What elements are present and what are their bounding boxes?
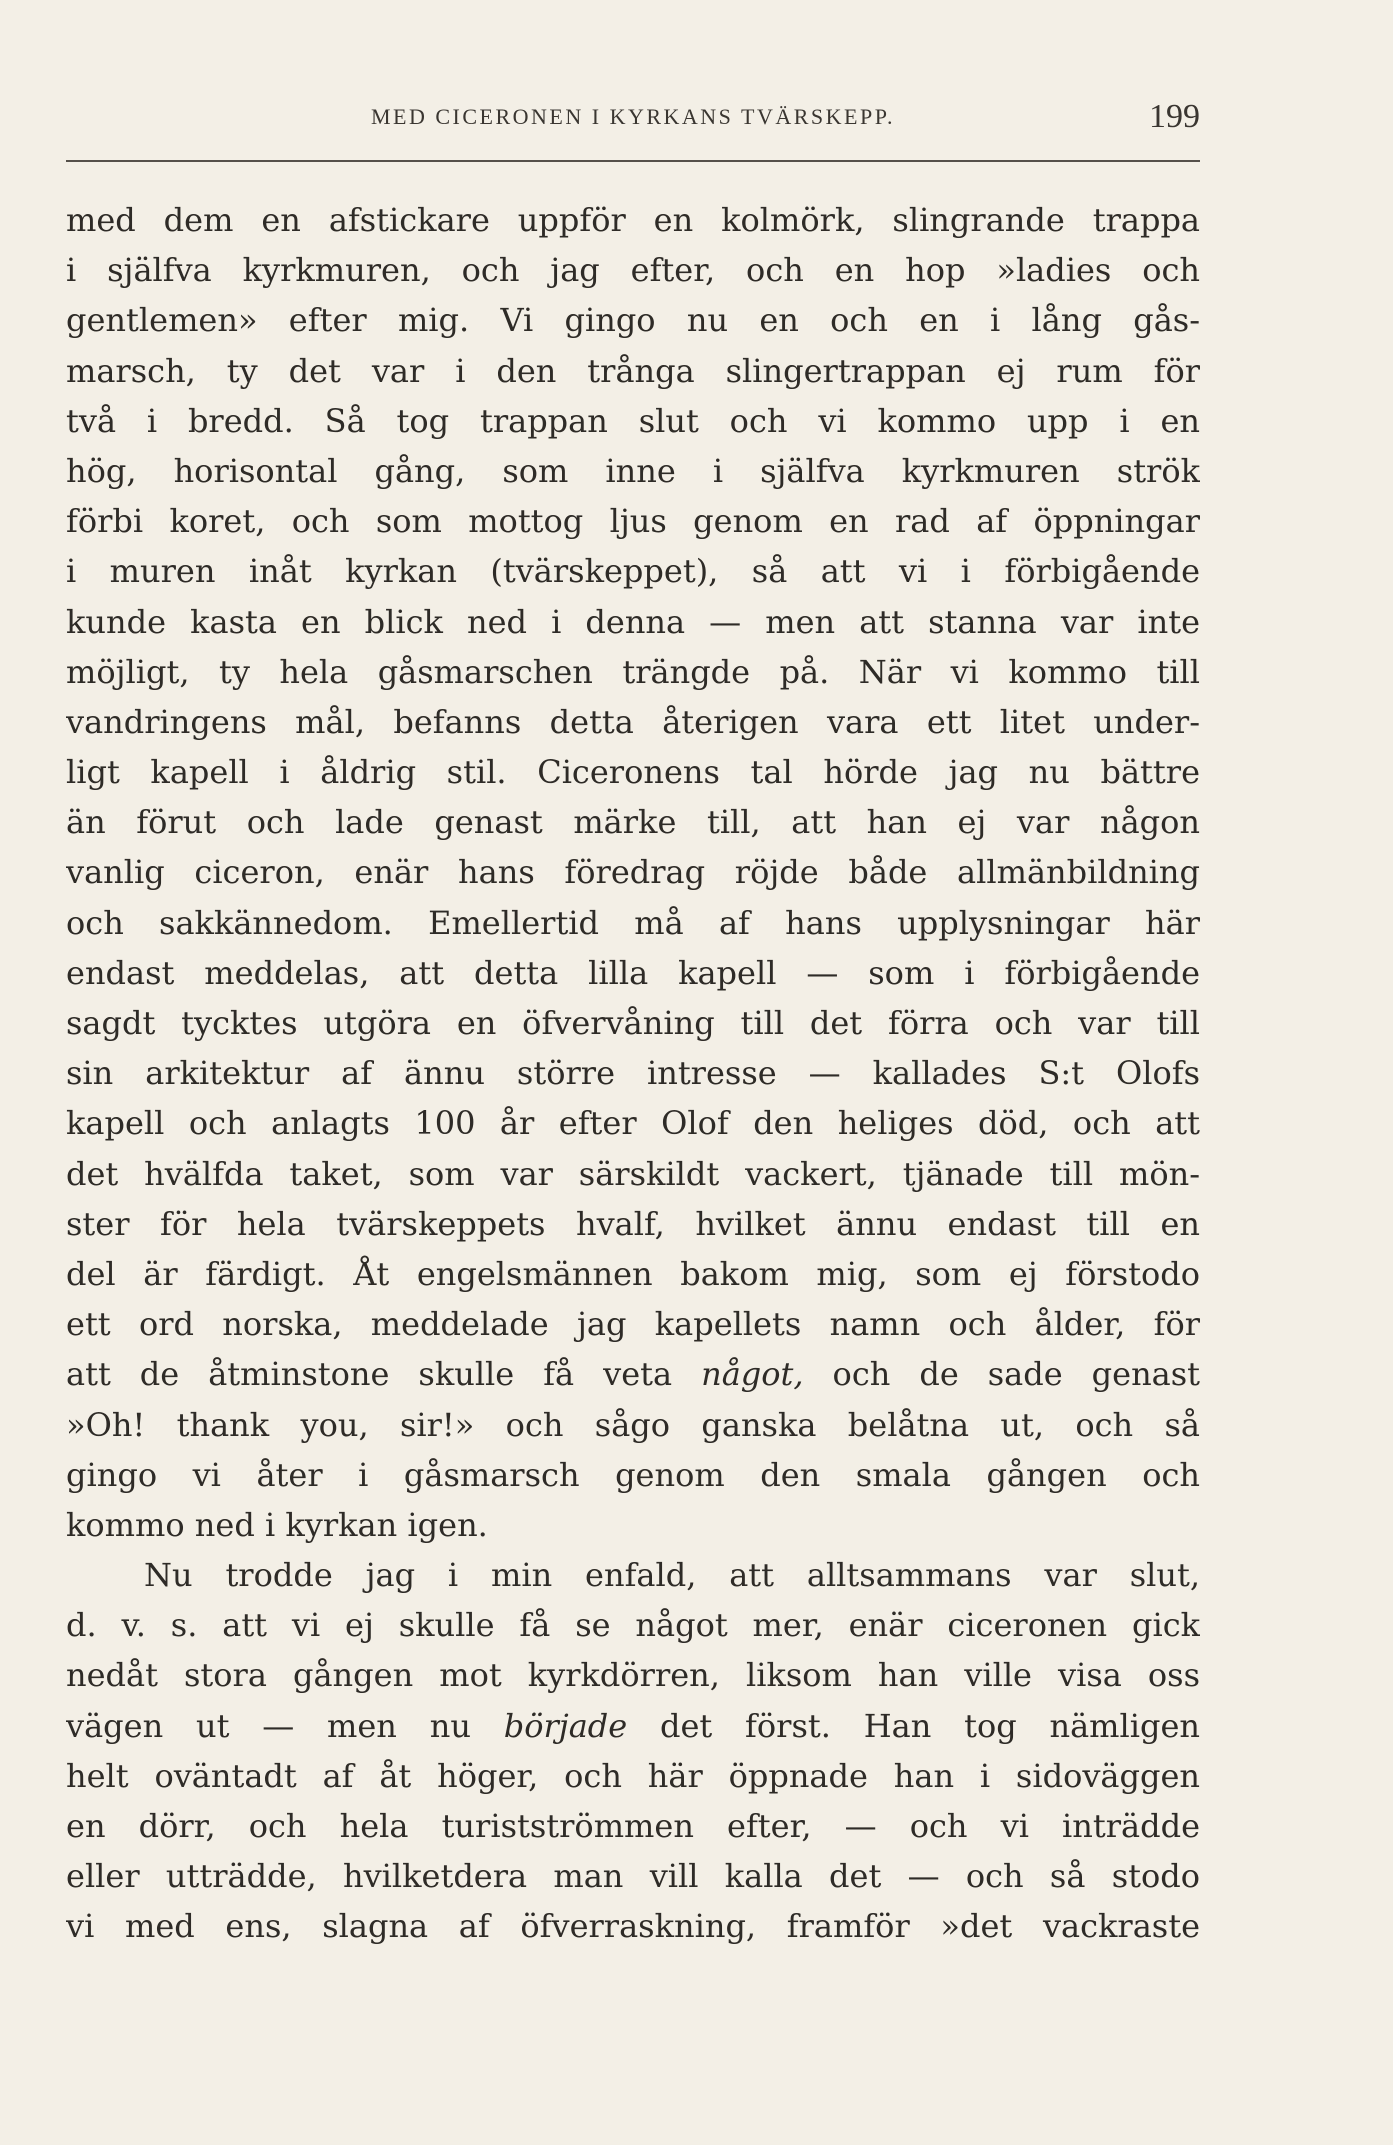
text-line: ligt kapell i åldrig stil. Ciceronens tal hörde jag nu bättre: [66, 753, 1200, 792]
text-line: gingo vi åter i gåsmarsch genom den smala gången och: [66, 1455, 1200, 1494]
text-line: än förut och lade genast märke till, att han ej var någon: [66, 803, 1200, 842]
text-line: en dörr, och hela turistströmmen efter, — och vi inträdde: [66, 1807, 1200, 1845]
text-line: eller utträdde, hvilketdera man vill kalla det — och så stodo: [66, 1857, 1200, 1896]
text-line: i själfva kyrkmuren, och jag efter, och en hop »ladies och: [66, 251, 1200, 290]
text-line: med dem en afstickare uppför en kolmörk, slingrande trappa: [66, 201, 1200, 239]
header-rule: [66, 160, 1200, 162]
text-line: helt oväntadt af åt höger, och här öppnade han i sidoväggen: [66, 1756, 1200, 1795]
text-segment: vägen ut — men nu: [66, 1706, 471, 1745]
text-line: det hvälfda taket, som var särskildt vackert, tjänade till mön-: [66, 1154, 1200, 1193]
text-line: vanlig ciceron, enär hans föredrag röjde både allmänbildning: [66, 853, 1200, 892]
text-line: ster för hela tvärskeppets hvalf, hvilket ännu endast till en: [66, 1204, 1200, 1243]
text-line: endast meddelas, att detta lilla kapell — som i förbigående: [66, 953, 1200, 992]
text-line: vandringens mål, befanns detta återigen vara ett litet under-: [66, 702, 1200, 741]
text-line-mixed: [66, 1349, 1200, 1399]
text-line: möjligt, ty hela gåsmarschen trängde på. När vi kommo till: [66, 652, 1200, 691]
text-line-mixed: [66, 1701, 1200, 1751]
text-line: marsch, ty det var i den trånga slingertrappan ej rum för: [66, 351, 1200, 390]
text-line: i muren inåt kyrkan (tvärskeppet), så att vi i förbigående: [66, 552, 1200, 591]
text-line-indented: Nu trodde jag i min enfald, att alltsammans var slut,: [144, 1556, 1200, 1595]
text-line: två i bredd. Så tog trappan slut och vi kommo upp i en: [66, 401, 1200, 440]
text-line: nedåt stora gången mot kyrkdörren, liksom han ville visa oss: [66, 1656, 1200, 1695]
text-line: sagdt tycktes utgöra en öfvervåning till det förra och var till: [66, 1004, 1200, 1042]
text-line: kunde kasta en blick ned i denna — men att stanna var inte: [66, 602, 1200, 641]
text-line: del är färdigt. Åt engelsmännen bakom mig, som ej förstodo: [66, 1254, 1200, 1293]
page-number: 199: [1149, 98, 1200, 135]
text-line: hög, horisontal gång, som inne i själfva kyrkmuren strök: [66, 451, 1200, 490]
text-segment: att de åtminstone skulle få veta: [66, 1355, 673, 1394]
text-line: ett ord norska, meddelade jag kapellets namn och ålder, för: [66, 1305, 1200, 1344]
text-line: »Oh! thank you, sir!» och sågo ganska belåtna ut, och så: [66, 1405, 1200, 1444]
text-line: förbi koret, och som mottog ljus genom en rad af öppningar: [66, 502, 1200, 541]
text-line: d. v. s. att vi ej skulle få se något mer, enär ciceronen gick: [66, 1606, 1200, 1645]
text-line: och sakkännedom. Emellertid må af hans upplysningar här: [66, 903, 1200, 942]
italic-word: började: [503, 1706, 628, 1745]
text-line: sin arkitektur af ännu större intresse — kallades S:t Olofs: [66, 1054, 1200, 1093]
body-text: [66, 195, 1200, 1952]
text-line: kommo ned i kyrkan igen.: [66, 1505, 488, 1544]
running-head: [66, 92, 1200, 142]
text-segment: det först. Han tog nämligen: [659, 1706, 1200, 1745]
text-line: gentlemen» efter mig. Vi gingo nu en och en i lång gås-: [66, 301, 1200, 340]
running-title: MED CICERONEN I KYRKANS TVÄRSKEPP.: [370, 104, 896, 129]
italic-word: något,: [701, 1355, 804, 1394]
text-line: vi med ens, slagna af öfverraskning, framför »det vackraste: [66, 1907, 1200, 1946]
text-line: kapell och anlagts 100 år efter Olof den heliges död, och att: [66, 1104, 1200, 1143]
text-segment: och de sade genast: [832, 1355, 1200, 1394]
